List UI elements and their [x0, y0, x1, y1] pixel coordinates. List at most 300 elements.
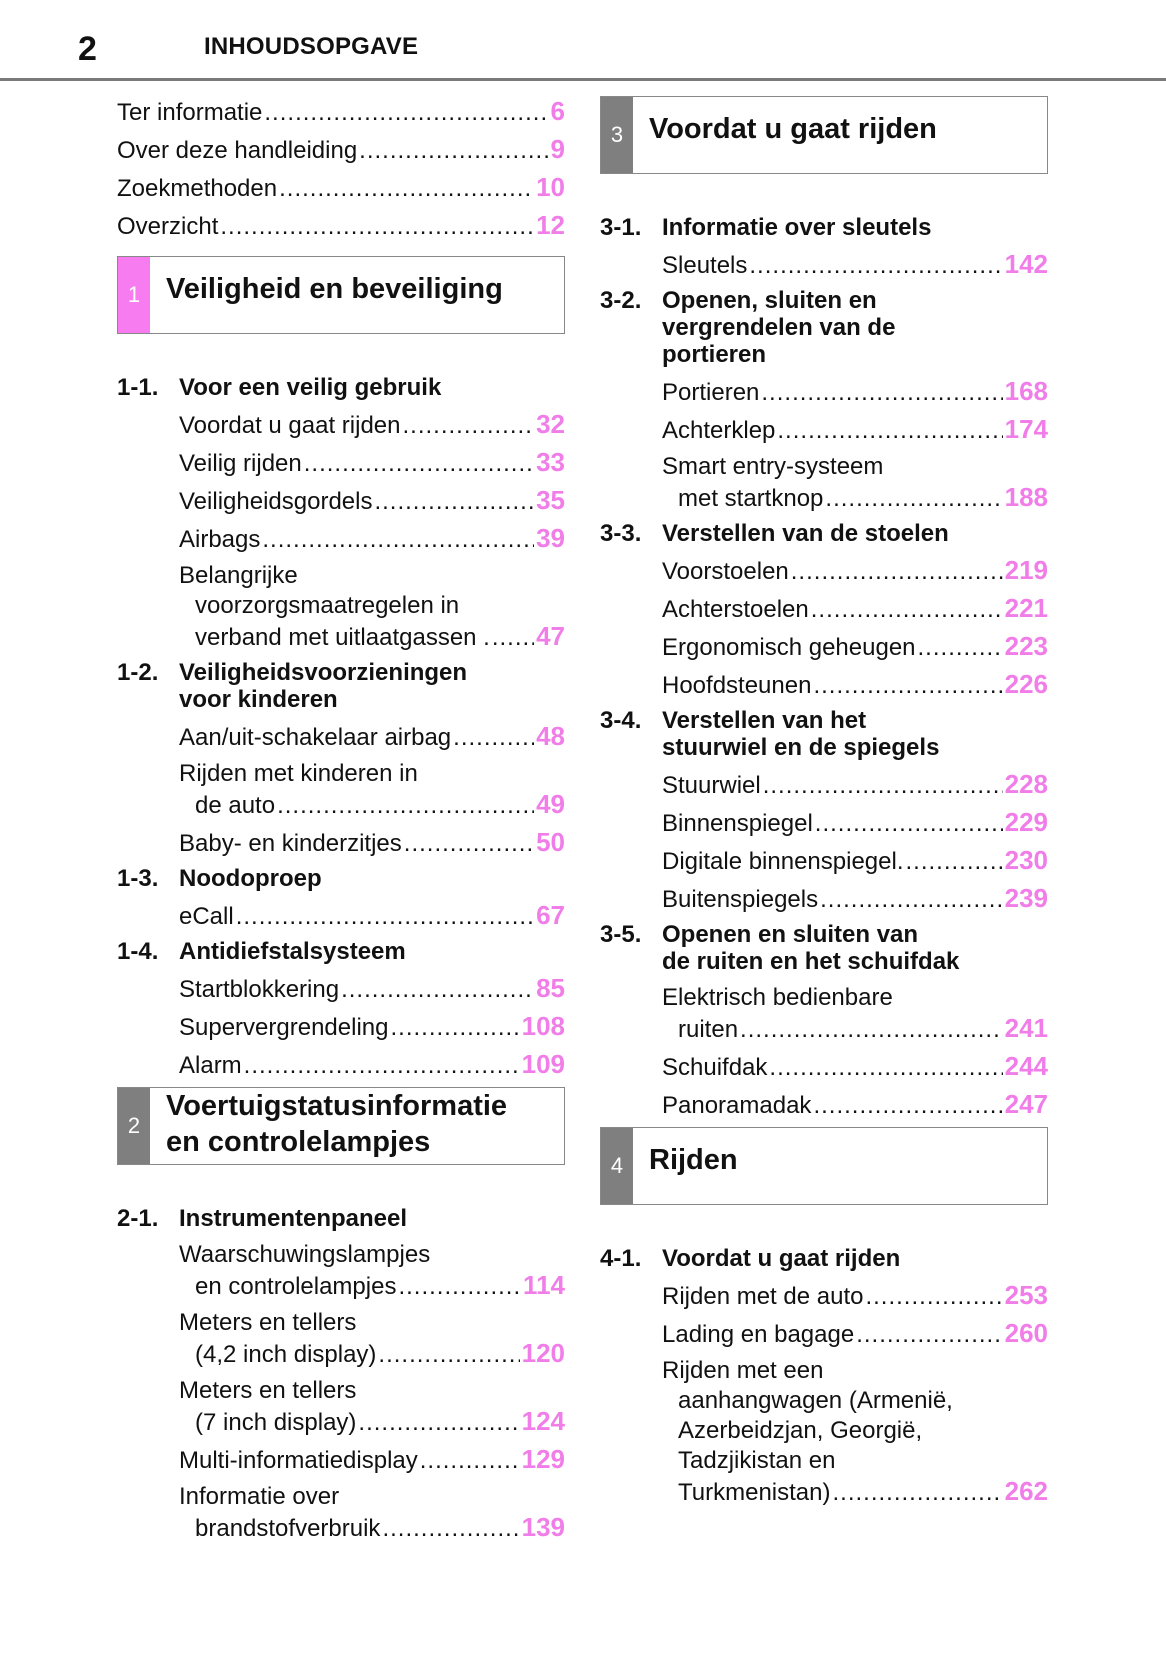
toc-entry[interactable]	[662, 593, 1048, 625]
toc-entry[interactable]	[662, 769, 1048, 801]
running-title: INHOUDSOPGAVE	[204, 33, 419, 60]
toc-entry[interactable]	[662, 1280, 1048, 1312]
toc-entry-line: Achterklep	[662, 417, 776, 444]
page-header	[0, 0, 1166, 82]
toc-entry[interactable]	[179, 1482, 565, 1544]
toc-entry-last-line	[117, 210, 565, 242]
chapter-1-title: Veiligheid en beveiliging	[166, 273, 503, 305]
dot-leader	[264, 98, 548, 128]
section-1-2	[117, 659, 565, 859]
intro-entries	[117, 96, 565, 242]
toc-entry[interactable]	[662, 376, 1048, 408]
section-number: 4-1.	[600, 1245, 642, 1272]
toc-entry-text	[662, 376, 1048, 408]
toc-entry-last-line	[179, 789, 565, 821]
toc-entry-text	[179, 759, 565, 821]
page-number-link[interactable]: 247	[1004, 1089, 1048, 1119]
section-title-line: Veiligheidsvoorzieningen	[179, 659, 468, 686]
section-title-line: stuurwiel en de spiegels	[662, 734, 940, 761]
toc-entry-line: Smart entry-systeem	[662, 453, 884, 480]
toc-entry-line: Airbags	[179, 526, 261, 553]
dot-leader	[761, 378, 1002, 408]
toc-entry-line: met startknop	[678, 485, 824, 512]
section-number: 3-1.	[600, 214, 642, 241]
toc-entry[interactable]	[117, 134, 565, 166]
toc-entry-last-line	[179, 1270, 565, 1302]
toc-entry-last-line	[662, 1051, 1048, 1083]
chapter-4-tab: 4	[601, 1128, 633, 1204]
section-entries	[117, 409, 565, 653]
toc-entry-last-line	[662, 1318, 1048, 1350]
section-heading[interactable]	[600, 707, 1048, 761]
section-title: Informatie over sleutels	[662, 214, 932, 241]
page-number-link[interactable]: 49	[536, 789, 565, 819]
toc-entry[interactable]	[662, 1089, 1048, 1121]
page-number-link[interactable]: 139	[521, 1512, 565, 1542]
toc-entry-line: Binnenspiegel	[662, 810, 813, 837]
toc-entry[interactable]	[662, 249, 1048, 281]
dot-leader	[453, 723, 534, 753]
toc-entry-text	[179, 1240, 565, 1302]
chapter-1-heading[interactable]	[117, 256, 565, 334]
toc-entry-text	[662, 1051, 1048, 1083]
section-heading[interactable]	[600, 520, 1048, 547]
dot-leader	[304, 449, 534, 479]
section-heading[interactable]	[117, 1205, 565, 1232]
toc-entry-text	[662, 883, 1048, 915]
toc-entry-line: Over deze handleiding	[117, 137, 358, 164]
toc-entry[interactable]	[179, 759, 565, 821]
toc-entry-text	[179, 1444, 565, 1476]
page-number-link[interactable]: 219	[1004, 555, 1048, 585]
toc-entry[interactable]	[662, 807, 1048, 839]
toc-entry-last-line	[179, 1011, 565, 1043]
page-number-link[interactable]: 124	[521, 1406, 565, 1436]
toc-entry-last-line	[179, 1444, 565, 1476]
section-title	[179, 659, 565, 713]
toc-entry-line: Hoofdsteunen	[662, 672, 812, 699]
toc-entry-text	[179, 447, 565, 479]
toc-entry[interactable]	[179, 523, 565, 555]
page-number-link[interactable]: 188	[1004, 482, 1048, 512]
section-number: 1-3.	[117, 865, 159, 892]
toc-entry-line: Startblokkering	[179, 976, 340, 1003]
toc-entry[interactable]	[179, 973, 565, 1005]
toc-entry-last-line	[662, 593, 1048, 625]
section-title-line: portieren	[662, 341, 767, 368]
page-number-link[interactable]: 129	[521, 1444, 565, 1474]
toc-entry[interactable]	[662, 1356, 1048, 1508]
toc-entry[interactable]	[179, 1308, 565, 1370]
toc-entry[interactable]	[117, 96, 565, 128]
dot-leader	[763, 771, 1003, 801]
toc-entry-text	[179, 973, 565, 1005]
toc-entry-line: Voordat u gaat rijden	[179, 412, 401, 439]
section-number: 3-2.	[600, 287, 642, 314]
toc-entry-text	[662, 593, 1048, 625]
toc-entry-last-line	[662, 414, 1048, 446]
section-title-line: vergrendelen van de	[662, 314, 896, 341]
toc-entry-text	[662, 631, 1048, 663]
section-title	[662, 921, 1048, 975]
toc-entry-last-line	[662, 1476, 1048, 1508]
toc-entry[interactable]	[179, 1376, 565, 1438]
toc-entry-last-line	[662, 376, 1048, 408]
toc-entry-text	[662, 414, 1048, 446]
toc-entry[interactable]	[179, 1049, 565, 1081]
toc-entry[interactable]	[662, 983, 1048, 1045]
toc-entry-last-line	[662, 1089, 1048, 1121]
page-number-link[interactable]: 226	[1004, 669, 1048, 699]
toc-entry-line: (4,2 inch display)	[195, 1341, 377, 1368]
section-number: 2-1.	[117, 1205, 159, 1232]
toc-entry-last-line	[662, 845, 1048, 877]
page-number-link[interactable]: 114	[523, 1270, 565, 1300]
toc-entry-last-line	[179, 485, 565, 517]
toc-entry-last-line	[179, 973, 565, 1005]
toc-entry[interactable]	[179, 1444, 565, 1476]
dot-leader	[403, 411, 535, 441]
dot-leader	[390, 1013, 519, 1043]
section-title-line: de ruiten en het schuifdak	[662, 948, 960, 975]
dot-leader	[813, 1091, 1002, 1121]
chapter-3-heading[interactable]	[600, 96, 1048, 174]
section-heading[interactable]	[600, 214, 1048, 241]
toc-entry[interactable]	[662, 452, 1048, 514]
toc-entry-last-line	[662, 669, 1048, 701]
toc-entry-text	[117, 210, 565, 242]
chapter-2-title	[166, 1088, 556, 1160]
toc-entry-line: en controlelampjes	[195, 1273, 397, 1300]
section-title: Instrumentenpaneel	[179, 1205, 408, 1232]
toc-entry-last-line	[179, 1049, 565, 1081]
toc-entry-last-line	[179, 900, 565, 932]
section-number: 1-1.	[117, 374, 159, 401]
dot-leader	[811, 595, 1003, 625]
toc-entry[interactable]	[662, 414, 1048, 446]
page-number-link[interactable]: 174	[1004, 414, 1048, 444]
toc-entry-last-line	[179, 621, 565, 653]
toc-entry-line: Schuifdak	[662, 1054, 768, 1081]
section-1-4	[117, 938, 565, 1081]
dot-leader	[359, 136, 548, 166]
page-number-link[interactable]: 9	[550, 134, 565, 164]
page-number-link[interactable]: 221	[1004, 593, 1048, 623]
section-title-line: Openen en sluiten van	[662, 921, 919, 948]
page-number-link[interactable]: 109	[521, 1049, 565, 1079]
toc-entry[interactable]	[662, 1318, 1048, 1350]
section-heading[interactable]	[117, 938, 565, 965]
chapter-1-tab: 1	[118, 257, 150, 333]
section-title-line: voor kinderen	[179, 686, 338, 713]
toc-entry[interactable]	[179, 1240, 565, 1302]
chapter-2-heading[interactable]	[117, 1087, 565, 1165]
toc-entry-line: Elektrisch bedienbare	[662, 984, 893, 1011]
dot-leader	[220, 212, 534, 242]
section-3-3	[600, 520, 1048, 701]
dot-leader	[279, 174, 534, 204]
toc-entry[interactable]	[662, 845, 1048, 877]
dot-leader	[749, 251, 1002, 281]
toc-entry-line: Digitale binnenspiegel.	[662, 848, 904, 875]
section-heading[interactable]	[600, 287, 1048, 368]
toc-entry-text	[662, 983, 1048, 1045]
section-entries	[600, 376, 1048, 514]
toc-entry-text	[117, 172, 565, 204]
toc-entry-line: Aan/uit-schakelaar airbag	[179, 724, 452, 751]
page-number-link[interactable]: 223	[1004, 631, 1048, 661]
page-number-link[interactable]: 229	[1004, 807, 1048, 837]
page-number-link[interactable]: 32	[536, 409, 565, 439]
toc-entry-text	[179, 1049, 565, 1081]
page-number-link[interactable]: 33	[536, 447, 565, 477]
toc-entry-line: (7 inch display)	[195, 1409, 357, 1436]
section-4-1	[600, 1245, 1048, 1508]
toc-entry[interactable]	[179, 561, 565, 653]
toc-entry-text	[662, 769, 1048, 801]
chapter-4-heading[interactable]	[600, 1127, 1048, 1205]
toc-entry-text	[662, 845, 1048, 877]
page-number-link[interactable]: 253	[1004, 1280, 1048, 1310]
toc-entry-line: eCall	[179, 903, 234, 930]
section-title: Antidiefstalsysteem	[179, 938, 406, 965]
section-2-1	[117, 1205, 565, 1544]
toc-entry-text	[662, 807, 1048, 839]
section-heading[interactable]	[117, 659, 565, 713]
dot-leader	[791, 557, 1003, 587]
chapter-2-tab: 2	[118, 1088, 150, 1164]
toc-entry[interactable]	[179, 721, 565, 753]
toc-entry-line: Rijden met de auto	[662, 1283, 864, 1310]
dot-leader	[740, 1015, 1003, 1045]
toc-entry[interactable]	[662, 1051, 1048, 1083]
toc-entry-last-line	[662, 807, 1048, 839]
chapter-2-title-line: en controlelampjes	[166, 1126, 431, 1158]
toc-entry-line: Veilig rijden	[179, 450, 302, 477]
toc-entry[interactable]	[662, 631, 1048, 663]
toc-entry-line: brandstofverbruik	[195, 1515, 381, 1542]
section-entries	[117, 900, 565, 932]
toc-entry-line: Sleutels	[662, 252, 748, 279]
toc-entry-text	[179, 1482, 565, 1544]
toc-entry[interactable]	[662, 883, 1048, 915]
page-number-link[interactable]: 10	[536, 172, 565, 202]
toc-entry-last-line	[179, 1406, 565, 1438]
toc-entry[interactable]	[117, 172, 565, 204]
toc-entry-last-line	[179, 827, 565, 859]
page-number-link[interactable]: 85	[536, 973, 565, 1003]
section-entries	[600, 249, 1048, 281]
section-3-4	[600, 707, 1048, 915]
page-number-link[interactable]: 35	[536, 485, 565, 515]
toc-entry-last-line	[179, 409, 565, 441]
section-heading[interactable]	[117, 865, 565, 892]
toc-entry-text	[662, 1356, 1048, 1508]
toc-entry-text	[117, 134, 565, 166]
page-number-link[interactable]: 230	[1004, 845, 1048, 875]
toc-entry[interactable]	[179, 409, 565, 441]
toc-entry[interactable]	[179, 447, 565, 479]
toc-entry-text	[179, 1376, 565, 1438]
chapter-3-tab: 3	[601, 97, 633, 173]
toc-entry-line: Rijden met een	[662, 1357, 824, 1384]
toc-entry[interactable]	[179, 900, 565, 932]
dot-leader	[374, 487, 534, 517]
section-entries	[117, 1240, 565, 1544]
toc-entry-line: Voorstoelen	[662, 558, 789, 585]
section-entries	[600, 1280, 1048, 1508]
page-number-link[interactable]: 262	[1004, 1476, 1048, 1506]
chapter-4-title: Rijden	[649, 1144, 738, 1176]
toc-entry-text	[179, 485, 565, 517]
toc-entry-last-line	[179, 523, 565, 555]
toc-entry-last-line	[117, 96, 565, 128]
toc-left-column	[117, 96, 565, 1550]
section-entries	[117, 721, 565, 859]
toc-entry-line: Meters en tellers	[179, 1377, 357, 1404]
toc-entry[interactable]	[662, 555, 1048, 587]
toc-entry-line: Multi-informatiedisplay	[179, 1447, 418, 1474]
dot-leader	[906, 847, 1003, 877]
section-3-2	[600, 287, 1048, 514]
section-3-1	[600, 214, 1048, 281]
dot-leader	[420, 1446, 520, 1476]
dot-leader	[777, 416, 1002, 446]
section-number: 3-4.	[600, 707, 642, 734]
section-entries	[600, 555, 1048, 701]
section-3-5	[600, 921, 1048, 1121]
section-entries	[117, 973, 565, 1081]
toc-entry-text	[179, 561, 565, 653]
section-title: Voordat u gaat rijden	[662, 1245, 901, 1272]
section-1-1	[117, 374, 565, 653]
toc-entry-line: Turkmenistan)	[678, 1479, 831, 1506]
dot-leader	[832, 1478, 1002, 1508]
toc-entry-line: Tadzjikistan en	[678, 1447, 836, 1474]
toc-entry-last-line	[662, 1013, 1048, 1045]
page-number: 2	[78, 30, 97, 68]
toc-entry-last-line	[117, 134, 565, 166]
page-number-link[interactable]: 228	[1004, 769, 1048, 799]
toc-entry-line: Meters en tellers	[179, 1309, 357, 1336]
page-number-link[interactable]: 6	[550, 96, 565, 126]
toc-entry[interactable]	[179, 1011, 565, 1043]
section-number: 3-3.	[600, 520, 642, 547]
toc-entry-last-line	[662, 249, 1048, 281]
toc-entry-line: Ergonomisch geheugen	[662, 634, 916, 661]
page-number-link[interactable]: 239	[1004, 883, 1048, 913]
toc-entry-text	[662, 249, 1048, 281]
toc-entry-line: Baby- en kinderzitjes	[179, 830, 402, 857]
page-number-link[interactable]: 39	[536, 523, 565, 553]
toc-entry-last-line	[179, 1338, 565, 1370]
toc-entry[interactable]	[179, 827, 565, 859]
dot-leader	[262, 525, 534, 555]
dot-leader	[865, 1282, 1002, 1312]
section-number: 1-2.	[117, 659, 159, 686]
toc-entry-text	[662, 555, 1048, 587]
dot-leader	[341, 975, 534, 1005]
toc-entry-line: Belangrijke	[179, 562, 298, 589]
toc-entry-text	[179, 409, 565, 441]
section-title-line: Openen, sluiten en	[662, 287, 877, 314]
page-number-link[interactable]: 108	[521, 1011, 565, 1041]
section-number: 1-4.	[117, 938, 159, 965]
page-number-link[interactable]: 50	[536, 827, 565, 857]
section-heading[interactable]	[600, 1245, 1048, 1272]
dot-leader	[492, 623, 534, 653]
toc-entry-text	[662, 1089, 1048, 1121]
section-title: Verstellen van de stoelen	[662, 520, 949, 547]
toc-entry-text	[179, 827, 565, 859]
toc-entry-line: Veiligheidsgordels	[179, 488, 373, 515]
toc-entry-last-line	[662, 883, 1048, 915]
dot-leader	[244, 1051, 520, 1081]
page-number-link[interactable]: 244	[1004, 1051, 1048, 1081]
dot-leader	[825, 484, 1002, 514]
page-number-link[interactable]: 48	[536, 721, 565, 751]
toc-entry[interactable]	[662, 669, 1048, 701]
toc-entry-line: Informatie over	[179, 1483, 340, 1510]
page-number-link[interactable]: 120	[521, 1338, 565, 1368]
section-heading[interactable]	[600, 921, 1048, 975]
page-number-link[interactable]: 142	[1004, 249, 1048, 279]
section-heading[interactable]	[117, 374, 565, 401]
dot-leader	[277, 791, 534, 821]
toc-entry-last-line	[662, 769, 1048, 801]
page-number-link[interactable]: 241	[1004, 1013, 1048, 1043]
toc-entry-line: Ter informatie	[117, 99, 263, 126]
page-number-link[interactable]: 12	[536, 210, 565, 240]
toc-entry-last-line	[179, 1512, 565, 1544]
toc-entry-text	[179, 721, 565, 753]
section-title: Voor een veilig gebruik	[179, 374, 442, 401]
toc-entry-last-line	[662, 555, 1048, 587]
dot-leader	[815, 809, 1003, 839]
toc-entry-last-line	[662, 482, 1048, 514]
toc-entry-line: Overzicht	[117, 213, 219, 240]
toc-entry-line: Stuurwiel	[662, 772, 761, 799]
toc-entry-text	[662, 452, 1048, 514]
toc-entry[interactable]	[179, 485, 565, 517]
section-title-line: Verstellen van het	[662, 707, 867, 734]
section-title	[662, 287, 1048, 368]
toc-entry-line: aanhangwagen (Armenië,	[678, 1387, 953, 1414]
toc-entry-line: Panoramadak	[662, 1092, 812, 1119]
toc-entry-text	[179, 523, 565, 555]
toc-entry-line: Azerbeidzjan, Georgië,	[678, 1417, 923, 1444]
dot-leader	[398, 1272, 521, 1302]
page-number-link[interactable]: 260	[1004, 1318, 1048, 1348]
toc-entry-line: ruiten	[678, 1016, 739, 1043]
chapter-2-title-line: Voertuigstatusinformatie	[166, 1090, 508, 1122]
toc-entry-line: verband met uitlaatgassen .	[195, 624, 490, 651]
toc-entry[interactable]	[117, 210, 565, 242]
section-title: Noodoproep	[179, 865, 322, 892]
toc-entry-last-line	[179, 721, 565, 753]
toc-entry-line: Achterstoelen	[662, 596, 809, 623]
toc-entry-line: de auto	[195, 792, 276, 819]
toc-entry-last-line	[117, 172, 565, 204]
toc-entry-last-line	[662, 1280, 1048, 1312]
toc-entry-line: Alarm	[179, 1052, 242, 1079]
page-number-link[interactable]: 47	[536, 621, 565, 651]
toc-entry-line: Zoekmethoden	[117, 175, 278, 202]
section-title	[662, 707, 1048, 761]
page-number-link[interactable]: 67	[536, 900, 565, 930]
dot-leader	[820, 885, 1003, 915]
page-number-link[interactable]: 168	[1004, 376, 1048, 406]
